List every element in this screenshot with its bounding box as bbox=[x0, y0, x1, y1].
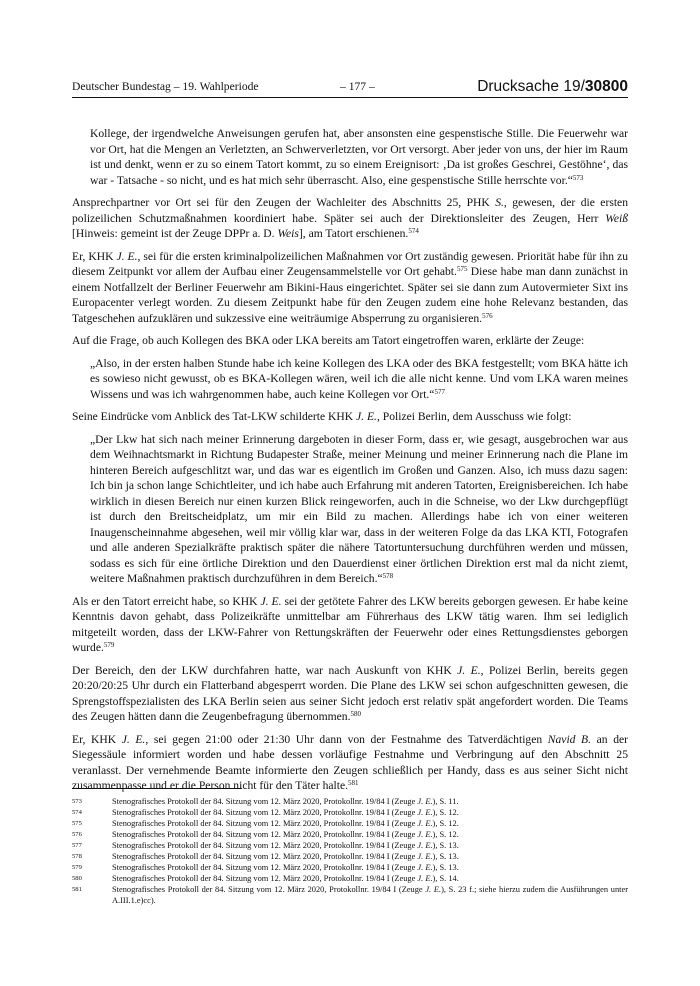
footnote-reference: 574 bbox=[408, 227, 419, 235]
footnote-reference: 576 bbox=[482, 311, 493, 320]
text-run: Stenografisches Protokoll der 84. Sitzung vom 12. März 2020, Protokollnr. 19/84 I (Zeuge bbox=[112, 830, 418, 839]
text-run: Stenografisches Protokoll der 84. Sitzung vom 12. März 2020, Protokollnr. 19/84 I (Zeuge bbox=[112, 808, 418, 817]
footnote-reference: 577 bbox=[434, 387, 445, 396]
paragraph bbox=[72, 249, 628, 327]
header-publication: Deutscher Bundestag – 19. Wahlperiode bbox=[72, 80, 259, 93]
text-run: Stenografisches Protokoll der 84. Sitzung vom 12. März 2020, Protokollnr. 19/84 I (Zeuge bbox=[112, 885, 426, 894]
italic-text: Navid B. bbox=[547, 732, 592, 746]
text-run: , gewesen, der die ersten polizeilichen Schutzmaßnahmen koordiniert habe. Später sei auch der Direktionsleiter des Zeugen, Herr bbox=[72, 196, 628, 225]
text-run: an der Siegessäule informiert worden und habe dessen vorläufige Festnahme und Verbringung auf den Abschnitt 25 veranlasst. Der vernehmende Beamte informierte den Zeugen schließlich per Handy, dass es aus seiner Sicht nicht zusammenpasse und er die Person nicht für den Täter halte. bbox=[72, 732, 628, 792]
footnote-text bbox=[112, 884, 628, 906]
text-run: Kollege, der irgendwelche Anweisungen gerufen hat, aber ansonsten eine gespenstische Stille. Die Feuerwehr war vor Ort, hat die Mengen an Verletzten, an Schwerverletzten, vor Ort versorgt. Aber jeder von uns, der hier im Raum ist und denkt, wenn er zu so einem Tatort kommt, zu so einem Ereignisort: ‚Da ist großes Geschrei, Gestöhne‘, das war - Tatsache - so nicht, und es hat mich sehr überrascht. Also, eine gespenstische Stille herrschte vor.“ bbox=[90, 127, 628, 187]
footnote bbox=[72, 884, 628, 906]
footnote bbox=[72, 851, 628, 862]
text-run: ), S. 13. bbox=[432, 852, 459, 861]
footnote-rule bbox=[72, 788, 242, 789]
text-run: ), S. 11. bbox=[432, 797, 459, 806]
footnote-number: 580 bbox=[72, 875, 82, 882]
text-run: ), S. 13. bbox=[432, 863, 459, 872]
italic-text: J. E. bbox=[116, 249, 138, 263]
paragraph bbox=[72, 409, 628, 425]
quoted-paragraph bbox=[90, 126, 628, 188]
italic-text: J. E. bbox=[121, 732, 146, 746]
footnote-number: 579 bbox=[72, 864, 82, 871]
italic-text: J. E., bbox=[356, 410, 380, 423]
footnote-reference: 575 bbox=[456, 265, 468, 273]
text-run: ), S. 12. bbox=[432, 830, 459, 839]
page-number: – 177 – bbox=[340, 80, 375, 93]
text-run: ), S. 13. bbox=[432, 841, 459, 850]
text-run: Polizei Berlin, bereits gegen 20:20/20:25 Uhr durch ein Flatterband abgesperrt worden. Die Plane des LKW sei schon aufgeschnitten gewesen, die Sprengstoffspezialisten des LKA Berlin seien aus seiner Sicht jedoch erst relativ spät angefordert worden. Die Teams des Zeugen hätten dann die Zeugenbefragung übernommen. bbox=[72, 663, 628, 723]
footnote-number: 576 bbox=[72, 831, 82, 838]
text-run: , sei für die ersten kriminalpolizeilichen Maßnahmen vor Ort zuständig gewesen. Priorität habe für ihn zu diesem Zeitpunkt vor allem der Aufbau einer Zeugensammelstelle vor Ort gehabt. bbox=[72, 249, 628, 278]
paragraph bbox=[72, 663, 628, 725]
paragraph bbox=[72, 333, 628, 349]
footnote-reference: 573 bbox=[572, 173, 584, 182]
footnote-reference: 580 bbox=[350, 710, 361, 718]
text-run: Seine Eindrücke vom Anblick des Tat-LKW schilderte KHK bbox=[72, 410, 357, 423]
footnote-number: 577 bbox=[72, 842, 82, 849]
footnote-reference: 579 bbox=[103, 641, 115, 649]
quoted-paragraph bbox=[90, 432, 628, 587]
page-header bbox=[72, 79, 628, 95]
italic-text: J. E. bbox=[417, 852, 433, 861]
footnote-number: 574 bbox=[72, 809, 82, 816]
italic-text: J. E. bbox=[417, 808, 433, 817]
text-run: Stenografisches Protokoll der 84. Sitzung vom 12. März 2020, Protokollnr. 19/84 I (Zeuge bbox=[112, 819, 418, 828]
header-rule bbox=[72, 97, 628, 98]
text-run: „Der Lkw hat sich nach meiner Erinnerung dargeboten in dieser Form, dass er, wie gesagt, ausgebrochen war aus dem Weihnachtsmarkt in Richtung Budapester Straße, meiner Meinung und meiner Erinnerung nach die Plane im hinteren Bereich aufgeschlitzt war, und das war es eigentlich im Großen und Ganzen. Also, ich muss dazu sagen: Ich bin ja schon lange Schichtleiter, und ich habe auch Erfahrung mit anderen Tatorten, Ereignisbereichen. Ich habe wirklich in diesen Bereich nur einen kurzen Blick reingeworfen, auch in die Schneise, wo der Lkw durchgepflügt ist durch den Breitscheidplatz, um mir ein Bild zu machen. Allerdings habe ich von einer weiteren Inaugenscheinnahme abgesehen, weil mir völlig klar war, dass in der weiteren Folge da das LKA KTI, Fotografen und alle anderen Spezialkräfte praktisch später die nähere Tatortuntersuchung durchführen werden und müssen, sodass es sich für eine örtliche Direktion und den Dauerdienst einer örtlichen Direktion erst mal da nicht ziemt, weitere Maßnahmen praktisch durchzuführen in dem Bereich.“ bbox=[90, 432, 628, 585]
text-run: Stenografisches Protokoll der 84. Sitzung vom 12. März 2020, Protokollnr. 19/84 I (Zeuge bbox=[112, 863, 418, 872]
italic-text: Weis bbox=[277, 227, 299, 240]
text-run: ], am Tatort erschienen. bbox=[298, 227, 409, 240]
drucksache-prefix: Drucksache 19/ bbox=[477, 78, 585, 95]
text-run: , sei gegen 21:00 oder 21:30 Uhr dann von der Festnahme des Tatverdächtigen bbox=[145, 732, 548, 746]
text-run: Er, KHK bbox=[72, 249, 117, 263]
footnote-text bbox=[112, 840, 628, 851]
text-run: Stenografisches Protokoll der 84. Sitzung vom 12. März 2020, Protokollnr. 19/84 I (Zeuge bbox=[112, 874, 418, 883]
footnote-number: 581 bbox=[72, 886, 82, 893]
footnote bbox=[72, 807, 628, 818]
footnote bbox=[72, 840, 628, 851]
text-run: ), S. 23 f.; siehe hierzu zudem die Ausführungen unter A.III.1.e)cc). bbox=[112, 885, 628, 905]
text-run: „Also, in der ersten halben Stunde habe ich keine Kollegen des LKA oder des BKA festgestellt; vom BKA hätte ich es sowieso nicht gewusst, ob es BKA-Kollegen wären, weil ich die alle nicht kenne. Und vom LKA waren meines Wissens und was ich wahrgenommen habe, auch keine Kollegen vor Ort.“ bbox=[90, 356, 628, 401]
text-run: Er, KHK bbox=[72, 732, 122, 746]
text-run: ), S. 12. bbox=[432, 819, 459, 828]
footnote-text bbox=[112, 818, 628, 829]
footnote-text bbox=[112, 829, 628, 840]
italic-text: S. bbox=[495, 196, 504, 209]
footnote-text bbox=[112, 873, 628, 884]
header-drucksache bbox=[477, 77, 628, 96]
italic-text: J. E. bbox=[425, 885, 442, 894]
italic-text: J. E. bbox=[260, 594, 282, 608]
italic-text: J. E., bbox=[457, 663, 484, 677]
italic-text: Weiß bbox=[605, 211, 628, 225]
footnote bbox=[72, 796, 628, 807]
body-text bbox=[72, 126, 628, 801]
text-run: ), S. 12. bbox=[432, 808, 459, 817]
footnote bbox=[72, 873, 628, 884]
italic-text: J. E. bbox=[417, 874, 433, 883]
footnote-text bbox=[112, 862, 628, 873]
text-run: Stenografisches Protokoll der 84. Sitzung vom 12. März 2020, Protokollnr. 19/84 I (Zeuge bbox=[112, 797, 418, 806]
paragraph bbox=[72, 195, 628, 242]
footnote-reference: 581 bbox=[348, 779, 359, 787]
text-run: Als er den Tatort erreicht habe, so KHK bbox=[72, 594, 261, 608]
footnote bbox=[72, 862, 628, 873]
text-run: Diese habe man dann zunächst in einem Notfallzelt der Berliner Feuerwehr am Bikini-Haus eingerichtet. Später sei sie dann zum Autovermieter Sixt ins Europacenter verlegt worden. Zu diesem Zeitpunkt habe für den Zeugen zudem eine hohe Relevanz bestanden, das Tatgeschehen aufzuklären und sukzessive eine weiträumige Absperrung zu organisieren. bbox=[72, 265, 629, 325]
footnote bbox=[72, 818, 628, 829]
footnote-number: 578 bbox=[72, 853, 82, 860]
text-run: sei der getötete Fahrer des LKW bereits geborgen gewesen. Er habe keine Kenntnis davon gehabt, dass Polizeikräfte unmittelbar am Führerhaus des LKW tätig waren. Ihm sei lediglich mitgeteilt worden, dass der LKW-Fahrer von Rettungskräften der Feuerwehr oder eines Rettungsdienstes geborgen wurde. bbox=[72, 594, 628, 654]
italic-text: J. E. bbox=[417, 830, 433, 839]
quoted-paragraph bbox=[90, 356, 628, 403]
paragraph bbox=[72, 732, 628, 794]
drucksache-number: 30800 bbox=[584, 78, 628, 95]
italic-text: J. E. bbox=[417, 863, 433, 872]
text-run: Auf die Frage, ob auch Kollegen des BKA oder LKA bereits am Tatort eingetroffen waren, erklärte der Zeuge: bbox=[72, 334, 585, 347]
paragraph bbox=[72, 594, 628, 656]
footnote-reference: 578 bbox=[382, 572, 394, 580]
footnote bbox=[72, 829, 628, 840]
footnote-text bbox=[112, 796, 628, 807]
text-run: [Hinweis: gemeint ist der Zeuge DPPr a. D. bbox=[72, 227, 278, 240]
italic-text: J. E. bbox=[417, 841, 433, 850]
footnote-text bbox=[112, 851, 628, 862]
italic-text: J. E. bbox=[417, 819, 433, 828]
footnote-number: 573 bbox=[72, 798, 82, 805]
footnote-number: 575 bbox=[72, 820, 82, 827]
text-run: Stenografisches Protokoll der 84. Sitzung vom 12. März 2020, Protokollnr. 19/84 I (Zeuge bbox=[112, 852, 418, 861]
text-run: Stenografisches Protokoll der 84. Sitzung vom 12. März 2020, Protokollnr. 19/84 I (Zeuge bbox=[112, 841, 418, 850]
footnotes bbox=[72, 796, 628, 906]
text-run: ), S. 14. bbox=[432, 874, 459, 883]
footnote-text bbox=[112, 807, 628, 818]
italic-text: J. E. bbox=[417, 797, 433, 806]
text-run: Der Bereich, den der LKW durchfahren hatte, war nach Auskunft von KHK bbox=[72, 663, 458, 677]
text-run: Polizei Berlin, dem Ausschuss wie folgt: bbox=[379, 410, 572, 423]
text-run: Ansprechpartner vor Ort sei für den Zeugen der Wachleiter des Abschnitts 25, PHK bbox=[72, 196, 496, 209]
